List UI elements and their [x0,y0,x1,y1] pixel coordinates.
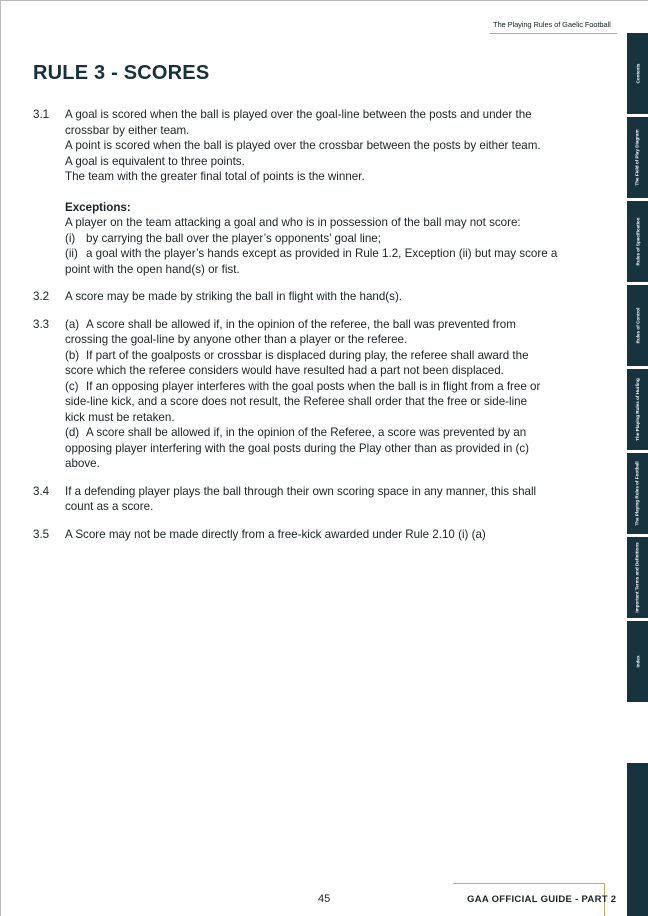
running-header: The Playing Rules of Gaelic Football [493,20,611,29]
section-3-5 [33,527,593,543]
tab-label: The Playing Rules of Hurling [635,378,641,441]
tab-rules-of-specification[interactable] [627,201,648,282]
item-text: score which the referee considers would have resulted had a part not been displaced. [65,364,504,377]
item-marker: (c) [65,379,79,393]
tab-index[interactable] [627,621,648,702]
tab-label: Rules of Specification [635,217,640,266]
item-text: kick must be retaken. [65,410,175,424]
tab-label: The Playing Rules of Football [635,461,641,526]
section-number: 3.5 [33,527,50,541]
section-3-2 [33,289,593,305]
exception-item [65,246,593,277]
sub-item-c [65,379,593,426]
side-bar-bottom [627,763,648,916]
sub-item-b [65,348,593,379]
rule-body [33,107,593,542]
page-border-left [0,0,1,916]
tab-playing-rules-of-hurling[interactable] [627,369,648,450]
text-line: A goal is equivalent to three points. [65,154,245,168]
footer-title: GAA OFFICIAL GUIDE - PART 2 [467,894,617,905]
text-line: The team with the greater final total of points is the winner. [65,170,365,183]
tab-playing-rules-of-football[interactable] [627,453,648,534]
item-marker: (a) [65,317,80,331]
page-title: RULE 3 - SCORES [33,62,210,84]
tab-label: Index [635,655,640,668]
text-line: A goal is scored when the ball is played over the goal-line between the posts and under the [65,108,532,121]
tab-important-terms[interactable] [627,537,648,618]
section-number: 3.3 [33,317,50,331]
text-line: A Score may not be made directly from a free-kick awarded under Rule 2.10 (i) (a) [65,527,486,541]
item-text: If an opposing player interferes with the goal posts when the ball is in flight from a free or [86,379,541,393]
section-3-1 [33,107,593,277]
section-number: 3.2 [33,290,50,303]
section-number: 3.4 [33,484,50,498]
text-line: count as a score. [65,500,154,513]
tab-label: Rules of Control [635,307,641,344]
item-text: A score shall be allowed if, in the opinion of the Referee, a score was prevented by an [86,426,527,439]
item-marker: (b) [65,348,80,362]
exceptions-intro: A player on the team attacking a goal and who is in possession of the ball may not score: [65,216,521,229]
tab-rules-of-control[interactable] [627,285,648,366]
item-text: A score shall be allowed if, in the opinion of the referee, the ball was prevented from [86,317,516,331]
page-number: 45 [318,893,331,905]
item-marker: (ii) [65,247,78,260]
tab-field-of-play-diagram[interactable] [627,117,648,198]
item-text: point with the open hand(s) or fist. [65,262,240,276]
exception-item [65,231,593,247]
item-text: above. [65,457,100,470]
item-text: opposing player interfering with the goal posts during the Play other than as provided in (c) [65,441,530,455]
item-text: If part of the goalposts or crossbar is displaced during play, the referee shall award the [86,348,529,362]
tab-label: Important Terms and Definitions [635,542,641,613]
sub-item-d [65,425,593,472]
section-number: 3.1 [33,108,50,121]
tab-label: The Field of Play Diagram [635,129,641,186]
text-line: A score may be made by striking the ball in flight with the hand(s). [65,290,403,303]
sub-item-a [65,317,593,348]
item-marker: (i) [65,231,76,245]
section-3-3 [33,317,593,472]
header-rule [490,33,617,34]
item-marker: (d) [65,426,80,439]
tab-contents[interactable] [627,33,648,114]
exceptions-heading: Exceptions: [65,200,131,214]
tab-label: Contents [635,63,640,84]
item-text: crossing the goal-line by anyone other than a player or the referee. [65,333,408,346]
footer-rule [453,883,605,884]
section-3-4 [33,484,593,515]
item-text: by carrying the ball over the player’s opponents’ goal line; [86,231,381,245]
item-text: a goal with the player’s hands except as provided in Rule 1.2, Exception (ii) but may score a [86,247,558,260]
text-line: crossbar by either team. [65,123,190,137]
text-line: A point is scored when the ball is played over the crossbar between the posts by either team. [65,139,541,152]
text-line: If a defending player plays the ball through their own scoring space in any manner, this shall [65,484,537,498]
item-text: side-line kick, and a score does not result, the Referee shall order that the free or side-line [65,395,528,408]
page-border-top [0,0,648,1]
